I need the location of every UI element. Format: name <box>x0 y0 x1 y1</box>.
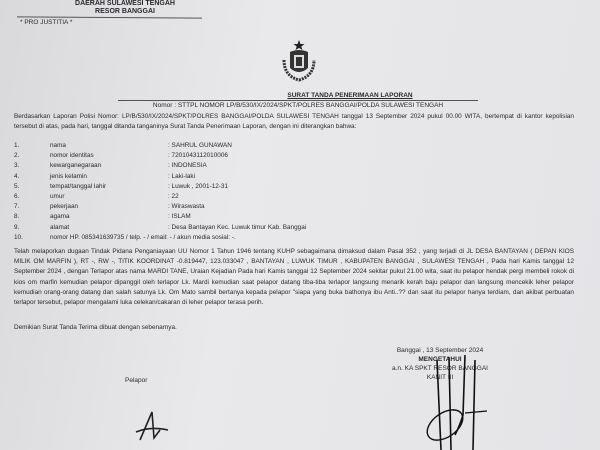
place-date: Banggai , 13 September 2024 <box>396 347 484 354</box>
document-title: SURAT TANDA PENERIMAAN LAPORAN <box>287 92 413 99</box>
police-emblem-icon <box>276 38 322 84</box>
row-label: kewarganegaraan <box>50 162 102 170</box>
document-number: Nomor : STTPL NOMOR LP/B/530/IX/2024/SPKT/POLRES BANGGAI/POLDA SULAWESI TENGAH <box>118 100 478 109</box>
row-value: : Laki-laki <box>168 172 195 180</box>
row-contact: nomor HP. 085341639735 / telp. - / email: - / akun media sosial: -. <box>50 233 236 241</box>
row-number: 3. <box>14 162 20 170</box>
row-label: pekerjaan <box>50 203 79 211</box>
closing-statement: Demikian Surat Tanda Terima dibuat dengan sebenarnya. <box>14 324 177 331</box>
row-number: 7. <box>14 203 20 211</box>
acknowledged-label: MENGETAHUI <box>418 356 462 363</box>
reporter-signature-icon <box>130 400 180 450</box>
unit-head-title: KANIT III <box>426 374 454 381</box>
detail-row <box>14 172 470 182</box>
row-number: 4. <box>14 172 20 180</box>
row-label: alamat <box>50 223 70 231</box>
row-number: 9. <box>14 223 20 231</box>
row-value: : 22 <box>168 192 179 200</box>
report-paragraph: Telah melaporkan dugaan Tindak Pidana Penganiayaan UU Nomor 1 Tahun 1946 tentang KUHP sebagaimana dimaksud dalam Pasal 352 , yang terjadi di JL DESA BANTAYAN ( DEPAN KIOS MILIK OM MARFIN ), RT -, RW -, TITIK KOORDINAT -0.819447, 123.033047 , BANTAYAN , LUWUK TIMUR , KABUPATEN BANGGAI , SULAWESI TENGAH , Pada hari Kamis tanggal 12 September 2024 , dengan Terlapor atas nama MARDI TANE, Uraian Kejadian Pada hari Kamis tanggal 12 September 2024 sekitar pukul 21.00 wita, saat itu pelapor hendak pergi membeli rokok di kios om marfin kemudian pelapor dipanggil oleh terlapor Lk. Mardi kemudian saat pelapor datang tiba-tiba terlapor langsung menarik kerah baju pelapor dan langsung mencekik leher pelapor kemudian orang-orang datang dan salah satunya Lk. Om Mato sambil bertanya kepada pelapor "siapa yang buka bathonya ibu Anti..?? dan saat itu pelapor hanya terdiam, dan akibat perbuatan terlapor tersebut, pelapor mengalami luka celekan/cakaran di leher pelapor terasa perih. <box>14 248 574 307</box>
row-value: : Wiraswasta <box>168 203 205 211</box>
row-number: 10. <box>14 233 23 241</box>
row-value: : 7201043112010006 <box>168 152 228 160</box>
row-value: : Desa Bantayan Kec. Luwuk timur Kab. Banggai <box>168 223 307 231</box>
intro-paragraph: Berdasarkan Laporan Polisi Nomor: LP/B/530/IX/2024/SPKT/POLRES BANGGAI/POLDA SULAWESI TENGAH tanggal 13 September 2024 pukul 00.00 WITA, bertempat di kantor kepolisian tersebut di atas, pada hari, tanggal ditanda tanganinya Surat Tanda Penerimaan Laporan, dengan ini diterangkan bahwa: <box>14 113 574 130</box>
row-label: tempat/tanggal lahir <box>50 182 107 190</box>
row-number: 2. <box>14 152 20 160</box>
row-label: nomor identitas <box>50 152 94 160</box>
row-number: 6. <box>14 192 20 200</box>
row-number: 8. <box>14 213 20 221</box>
detail-row <box>14 192 470 202</box>
detail-row <box>14 212 470 222</box>
detail-row <box>14 161 470 171</box>
row-number: 5. <box>14 182 20 190</box>
detail-row <box>14 223 470 233</box>
on-behalf-of: a.n. KA SPKT RESOR BANGGAI <box>392 365 488 372</box>
reporter-label: Pelapor <box>125 377 148 384</box>
detail-row <box>14 233 470 243</box>
detail-row <box>14 202 470 212</box>
letterhead-region: DAERAH SULAWESI TENGAH <box>75 0 175 7</box>
row-value: : ISLAM <box>168 213 191 221</box>
letterhead <box>45 0 205 16</box>
row-label: nama <box>50 142 66 149</box>
row-label: jenis kelamin <box>50 172 87 180</box>
detail-row <box>14 141 470 151</box>
detail-row <box>14 151 470 161</box>
pro-justitia: * PRO JUSTITIA * <box>20 19 73 26</box>
reporter-details <box>14 141 470 243</box>
row-label: agama <box>50 213 70 221</box>
detail-row <box>14 182 470 192</box>
row-number: 1. <box>14 142 20 149</box>
row-label: umur <box>50 192 65 200</box>
row-value: : SAHRUL GUNAWAN <box>168 142 232 149</box>
row-value: : INDONESIA <box>168 162 207 170</box>
row-value: : Luwuk , 2001-12-31 <box>168 182 229 190</box>
letterhead-resort: RESOR BANGGAI <box>95 8 155 15</box>
officer-signature-icon <box>415 355 495 450</box>
